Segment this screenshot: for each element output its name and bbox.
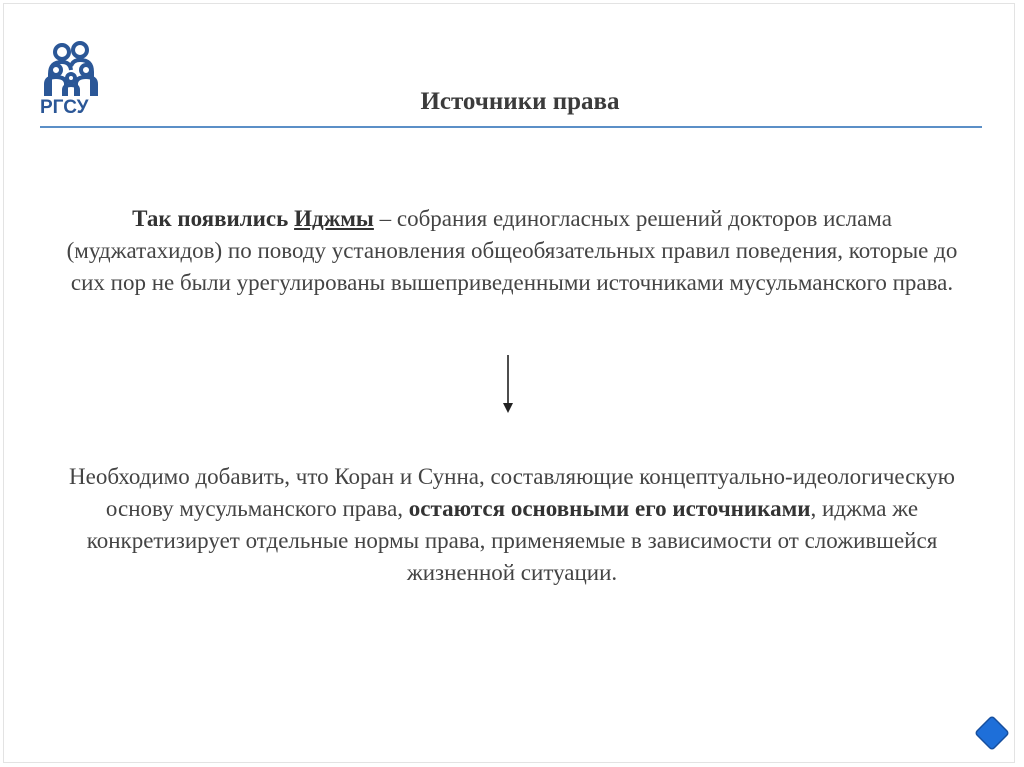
paragraph-ijma-definition [60, 203, 964, 299]
para1-term-ijma: Иджмы [294, 206, 374, 231]
para2-lead: Необходимо добавить, что Коран и Сунна, составляющие концептуально-идеологическую основу мусульманского права, [69, 464, 955, 521]
logo-text: РГСУ [40, 97, 89, 118]
nav-diamond-icon[interactable] [972, 713, 1012, 753]
paragraph-sources-note [60, 461, 964, 589]
page-title: Источники права [420, 88, 620, 115]
title-divider [40, 126, 982, 128]
para1-bold-lead: Так появились [132, 206, 295, 231]
rgsu-logo [40, 40, 102, 130]
arrow-down-icon [500, 355, 516, 415]
para2-body: , иджма же конкретизирует отдельные нормы права, применяемые в зависимости от сложившейся жизненной ситуации. [86, 496, 938, 585]
people-group-icon [40, 40, 102, 98]
para1-body: – собрания единогласных решений докторов ислама (муджатахидов) по поводу установления общеобязательных правил поведения, которые до сих пор не были урегулированы вышеприведенными источниками мусульманского права. [66, 206, 958, 295]
para2-bold: остаются основными его источниками [408, 496, 811, 521]
